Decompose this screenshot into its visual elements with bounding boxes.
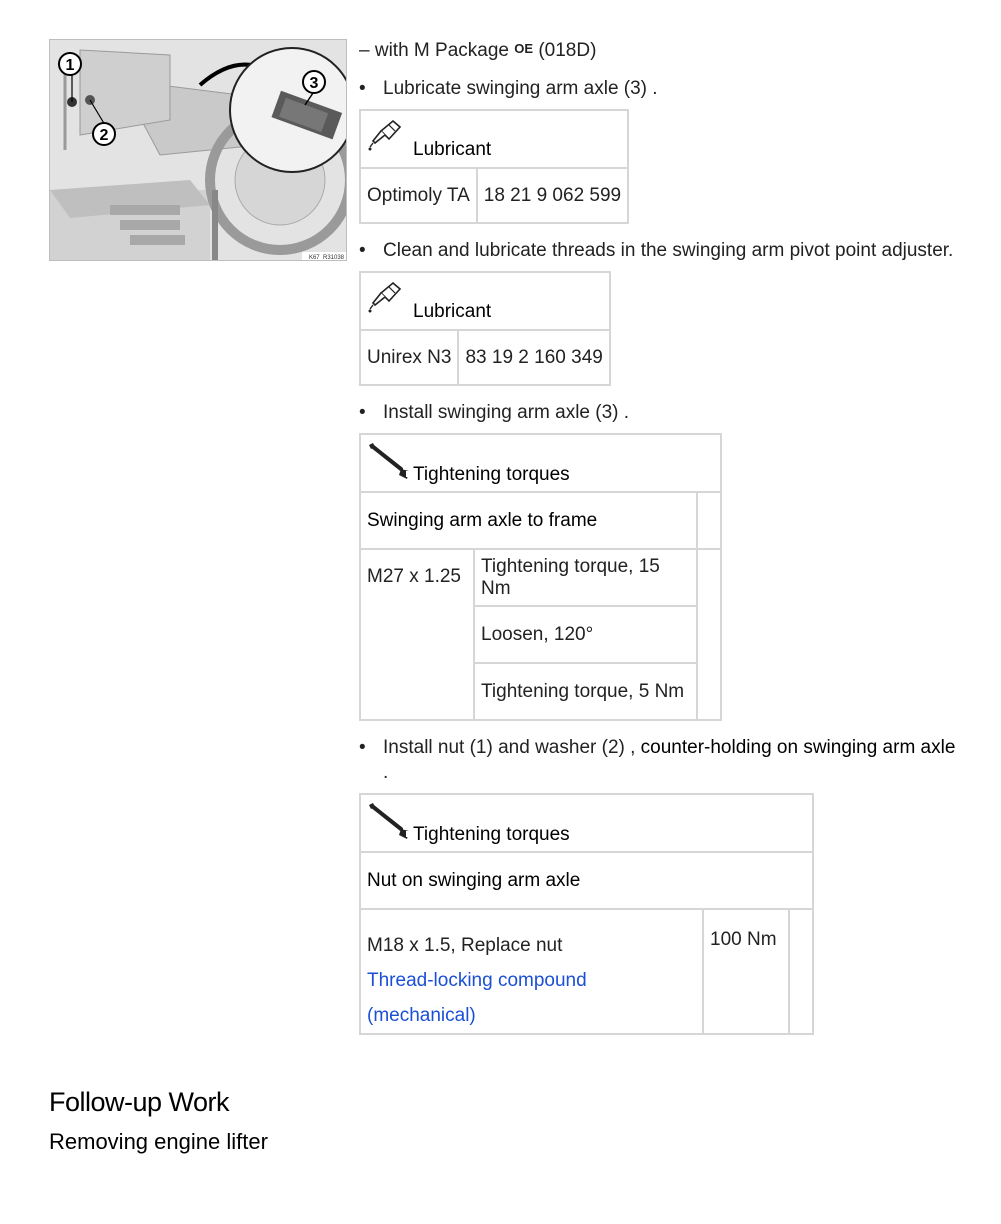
step-install-nut	[359, 735, 959, 785]
torque-value: 100 Nm	[703, 909, 789, 1034]
torque-title: Nut on swinging arm axle	[360, 852, 813, 909]
variant-sup: OE	[514, 41, 534, 56]
torque-wrench-icon	[367, 441, 411, 489]
spacer-cell	[789, 909, 813, 1034]
thread-locking-link[interactable]: Thread-locking compound (mechanical)	[367, 970, 587, 1026]
torque-heading: Tightening torques	[413, 824, 570, 845]
step-install-axle	[359, 400, 959, 425]
torque-wrench-icon	[367, 801, 411, 849]
callout-2: 2	[99, 127, 109, 144]
lubricant-part-number: 18 21 9 062 599	[477, 168, 628, 223]
spacer-cell	[697, 549, 721, 720]
torque-table-1	[359, 433, 722, 721]
callout-1: 1	[65, 57, 75, 74]
oil-can-icon	[367, 279, 403, 319]
lubricant-table-1	[359, 109, 629, 224]
torque-step-2: Loosen, 120°	[474, 606, 697, 663]
step-text-b: counter-holding on swinging arm axle	[635, 737, 956, 758]
spacer-cell	[697, 492, 721, 549]
variant-code: (018D)	[538, 40, 597, 61]
lubricant-header	[360, 272, 610, 330]
step-text-a: Install nut (1) and washer (2) ,	[383, 737, 636, 758]
swinging-arm-figure	[49, 39, 347, 261]
lubricant-name: Optimoly TA	[360, 168, 477, 223]
lubricant-part-number: 83 19 2 160 349	[458, 330, 609, 385]
torque-step-1: Tightening torque, 15 Nm	[474, 549, 697, 606]
follow-up-subheading: Removing engine lifter	[49, 1129, 268, 1154]
bullet-dot: •	[359, 402, 366, 423]
torque-spec: M18 x 1.5, Replace nut	[367, 935, 563, 956]
lubricant-heading: Lubricant	[413, 139, 492, 160]
procedure-content	[359, 38, 959, 1049]
step-text: Lubricate swinging arm axle (3) .	[383, 78, 658, 99]
torque-header	[360, 794, 813, 852]
lubricant-heading: Lubricant	[413, 301, 492, 322]
variant-prefix: – with M Package	[359, 40, 509, 61]
variant-line	[359, 38, 959, 64]
step-text: Clean and lubricate threads in the swinging arm pivot point adjuster.	[383, 240, 954, 261]
bullet-dot: •	[359, 737, 366, 758]
thread-size: M27 x 1.25	[360, 549, 474, 720]
step-text: Install swinging arm axle (3) .	[383, 402, 630, 423]
motorcycle-illustration	[50, 40, 347, 261]
torque-header	[360, 434, 721, 492]
lubricant-header	[360, 110, 628, 168]
oil-can-icon	[367, 117, 403, 157]
step-clean-threads	[359, 238, 959, 263]
lubricant-table-2	[359, 271, 611, 386]
lubricant-name: Unirex N3	[360, 330, 458, 385]
step-lubricate-axle	[359, 76, 959, 101]
bullet-dot: •	[359, 78, 366, 99]
torque-step-3: Tightening torque, 5 Nm	[474, 663, 697, 720]
step-text-c: .	[383, 762, 389, 783]
torque-heading: Tightening torques	[413, 464, 570, 485]
torque-title: Swinging arm axle to frame	[360, 492, 697, 549]
image-code: K67_R31038	[308, 255, 344, 261]
torque-table-2	[359, 793, 814, 1035]
callout-3: 3	[309, 75, 319, 92]
torque-spec-cell	[360, 909, 703, 1034]
follow-up-heading: Follow-up Work	[49, 1087, 230, 1117]
bullet-dot: •	[359, 240, 366, 261]
